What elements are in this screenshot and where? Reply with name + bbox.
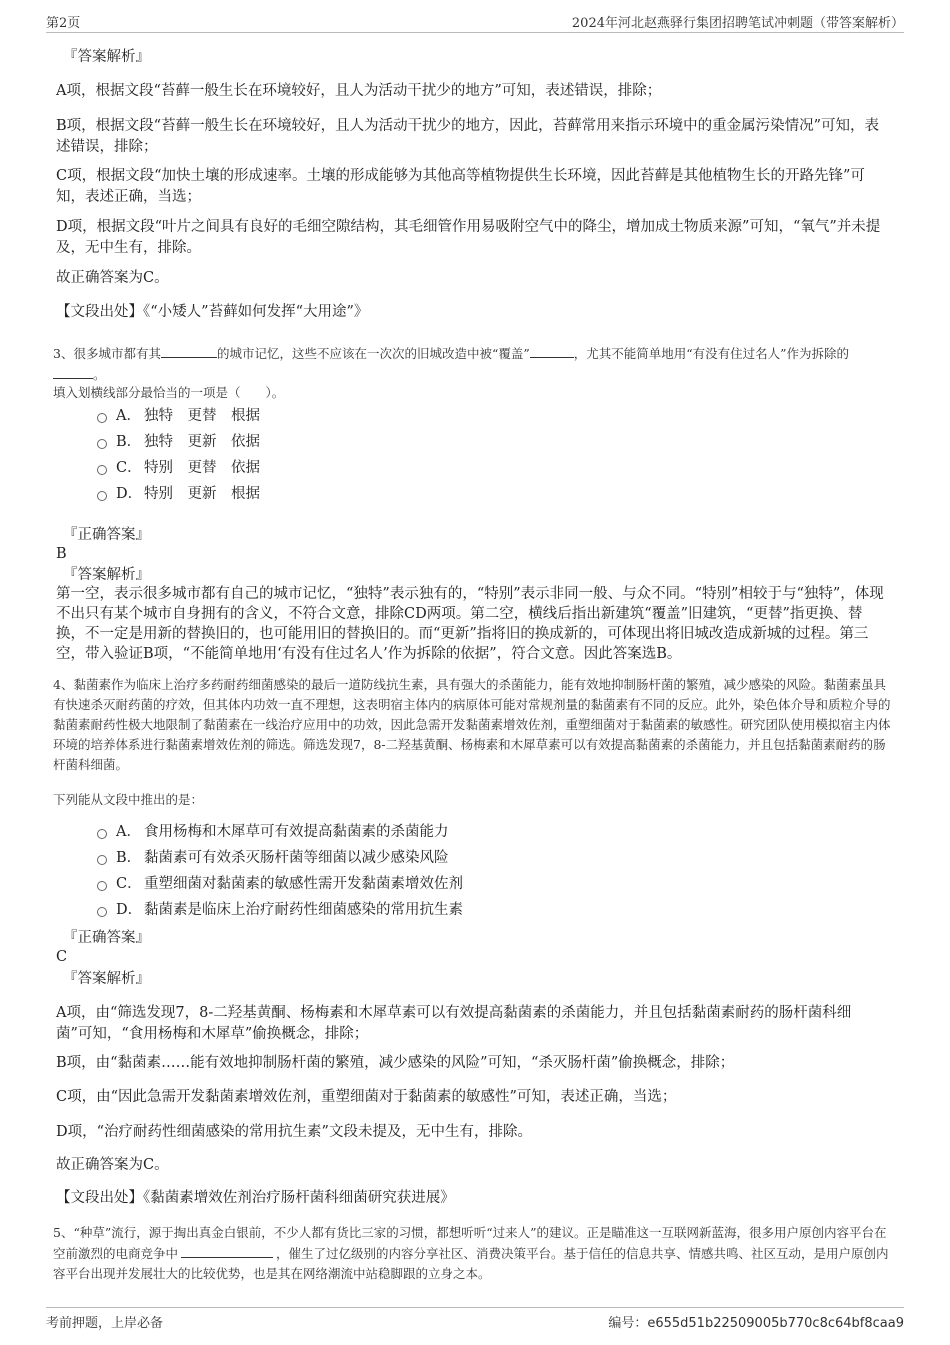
radio-icon[interactable] — [97, 465, 107, 475]
q3-answer-label: 『正确答案』 — [63, 527, 150, 543]
q2-analysis-a: A项，根据文段“苔藓一般生长在环境较好，且人为活动干扰少的地方”可知，表述错误，排除； — [56, 83, 662, 99]
radio-icon[interactable] — [97, 439, 107, 449]
q3-blank-1 — [161, 343, 217, 358]
q4-analysis-c: C项，由“因此急需开发黏菌素增效佐剂，重塑细菌对于黏菌素的敏感性”可知，表述正确，当选； — [56, 1089, 677, 1105]
page-number: 第2页 — [46, 16, 81, 31]
q2-conclusion: 故正确答案为C。 — [56, 270, 169, 286]
q3-blank-3 — [53, 364, 93, 379]
q3-answer: B — [56, 546, 67, 562]
q4-option-c[interactable]: C． 重塑细菌对黏菌素的敏感性需开发黏菌素增效佐剂 — [97, 874, 463, 894]
q4-analysis-label: 『答案解析』 — [63, 971, 150, 987]
q4-answer: C — [56, 949, 68, 965]
radio-icon[interactable] — [97, 907, 107, 917]
q3-blank-2 — [530, 343, 574, 358]
header-divider — [46, 32, 904, 33]
q2-analysis-b: B项，根据文段“苔藓一般生长在环境较好，且人为活动干扰少的地方，因此，苔藓常用来指示环境中的重金属污染情况”可知，表述错误，排除； — [56, 118, 879, 155]
footer-slogan: 考前押题，上岸必备 — [46, 1316, 164, 1331]
radio-icon[interactable] — [97, 829, 107, 839]
footer-code: 编号：e655d51b22509005b770c8c64bf8caa9 — [608, 1316, 904, 1331]
q4-option-d[interactable]: D． 黏菌素是临床上治疗耐药性细菌感染的常用抗生素 — [97, 900, 463, 920]
q3-option-d[interactable]: D． 特别 更新 根据 — [97, 484, 260, 504]
q3-analysis: 第一空，表示很多城市都有自己的城市记忆，“独特”表示独有的，“特别”表示非同一般、与众不同。“特别”相较于与“独特”，体现不出只有某个城市自身拥有的含义，不符合文意，排除CD两项。第二空，横线后指出新建筑“覆盖”旧建筑，“更替”指更换、替换，不一定是用新的替换旧的，也可能用旧的替换旧的。而“更新”指将旧的换成新的，可体现出将旧城改造成新城的过程。第三空，带入验证B项，“不能简单地用‘有没有住过名人’作为拆除的依据”，符合文意。因此答案选B。 — [56, 586, 884, 662]
q4-stem: 4、黏菌素作为临床上治疗多药耐药细菌感染的最后一道防线抗生素，具有强大的杀菌能力，能有效地抑制肠杆菌的繁殖，减少感染的风险。黏菌素虽具有快速杀灭耐药菌的疗效，但其体内功效一直不理想，这表明宿主体内的病原体可能对常规剂量的黏菌素有不同的反应。此外，染色体介导和质粒介导的黏菌素耐药性极大地限制了黏菌素在一线治疗应用中的功效，因此急需开发黏菌素增效佐剂，重塑细菌对于黏菌素的敏感性。研究团队使用模拟宿主内体环境的培养体系进行黏菌素增效佐剂的筛选。筛选发现7，8-二羟基黄酮、杨梅素和木犀草素可以有效提高黏菌素的杀菌能力，并且包括黏菌素耐药的肠杆菌科细菌。 — [53, 677, 891, 772]
q3-option-a[interactable]: A． 独特 更替 根据 — [97, 406, 260, 426]
q4-option-b[interactable]: B． 黏菌素可有效杀灭肠杆菌等细菌以减少感染风险 — [97, 848, 449, 868]
footer-divider — [46, 1307, 904, 1308]
q4-instruction: 下列能从文段中推出的是： — [53, 792, 204, 807]
q2-analysis-label: 『答案解析』 — [63, 49, 150, 65]
q2-analysis-d: D项，根据文段“叶片之间具有良好的毛细空隙结构，其毛细管作用易吸附空气中的降尘，增加成土物质来源”可知，“氧气”并未提及，无中生有，排除。 — [56, 219, 881, 256]
q3-analysis-label: 『答案解析』 — [63, 567, 150, 583]
q4-option-a[interactable]: A． 食用杨梅和木犀草可有效提高黏菌素的杀菌能力 — [97, 822, 449, 842]
radio-icon[interactable] — [97, 881, 107, 891]
q5-stem: 5、“种草”流行，源于掏出真金白银前，不少人都有货比三家的习惯，都想听听“过来人”的建议。正是瞄准这一互联网新蓝海，很多用户原创内容平台在空前激烈的电商竞争中 ，催生了过亿级别的内容分享社区、消费决策平台。基于信任的信息共享、情感共鸣、社区互动，是用户原创内容平台出现并发展壮大的比较优势，也是其在网络潮流中站稳脚跟的立身之本。 — [53, 1225, 889, 1281]
q3-stem: 3、很多城市都有其 的城市记忆，这些不应该在一次次的旧城改造中被“覆盖” ，尤其不能简单地用“有没有住过名人”作为拆除的 。 — [53, 343, 898, 385]
radio-icon[interactable] — [97, 855, 107, 865]
q5-blank — [181, 1243, 273, 1258]
radio-icon[interactable] — [97, 491, 107, 501]
q3-option-c[interactable]: C． 特别 更替 依据 — [97, 458, 260, 478]
q4-answer-label: 『正确答案』 — [63, 930, 150, 946]
q2-source: 【文段出处】《“小矮人”苔藓如何发挥“大用途”》 — [56, 304, 369, 320]
radio-icon[interactable] — [97, 413, 107, 423]
q2-analysis-c: C项，根据文段“加快土壤的形成速率。土壤的形成能够为其他高等植物提供生长环境，因此苔藓是其他植物生长的开路先锋”可知，表述正确，当选； — [56, 168, 865, 205]
q4-source: 【文段出处】《黏菌素增效佐剂治疗肠杆菌科细菌研究获进展》 — [56, 1190, 455, 1206]
q4-analysis-a: A项，由“筛选发现7，8-二羟基黄酮、杨梅素和木犀草素可以有效提高黏菌素的杀菌能力，并且包括黏菌素耐药的肠杆菌科细菌”可知，“食用杨梅和木犀草”偷换概念，排除； — [56, 1005, 852, 1042]
q4-analysis-b: B项，由“黏菌素……能有效地抑制肠杆菌的繁殖，减少感染的风险”可知，“杀灭肠杆菌”偷换概念，排除； — [56, 1055, 735, 1071]
q4-conclusion: 故正确答案为C。 — [56, 1157, 169, 1173]
q3-instruction: 填入划横线部分最恰当的一项是（ ）。 — [53, 385, 285, 400]
document-title: 2024年河北赵燕驿行集团招聘笔试冲刺题（带答案解析） — [571, 16, 904, 31]
q3-option-b[interactable]: B． 独特 更新 依据 — [97, 432, 260, 452]
q4-analysis-d: D项，“治疗耐药性细菌感染的常用抗生素”文段未提及，无中生有，排除。 — [56, 1124, 532, 1140]
